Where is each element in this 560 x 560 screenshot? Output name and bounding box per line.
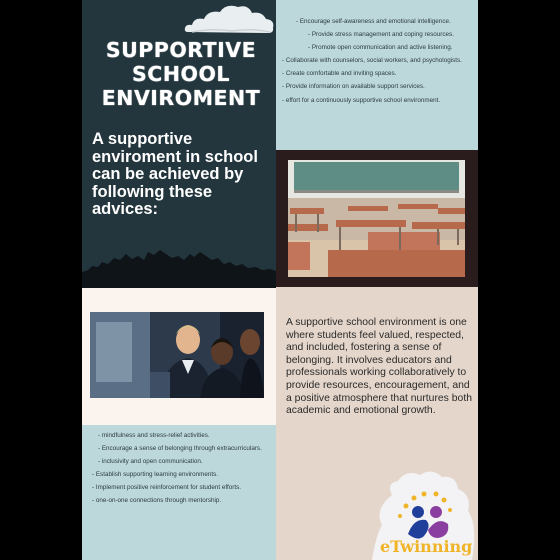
list-item: - Implement positive reinforcement for student efforts.: [92, 484, 241, 492]
list-item: - Provide stress management and coping resources.: [308, 31, 454, 39]
description-text: A supportive school environment is one where students feel valued, respected, and included, fostering a sense of belonging. It involves educators and professionals working collaboratively to provide resources, encouragement, and a positive atmosphere that nurtures both academic and emotional growth.: [286, 317, 472, 417]
tips-list-top: [282, 18, 471, 110]
subtitle: A supportive enviroment in school can be achieved by following these advices:: [92, 130, 258, 218]
page-title: [88, 38, 274, 110]
list-item: - Encourage self-awareness and emotional intelligence.: [296, 18, 451, 25]
tips-list-bottom: [92, 432, 262, 511]
list-item: - Establish supporting learning environments.: [92, 471, 219, 479]
classroom-image: [288, 160, 465, 277]
title-line-3: ENVIROMENT: [101, 86, 261, 110]
list-item: - Create comfortable and inviting spaces.: [282, 70, 397, 78]
list-item: - Encourage a sense of belonging through extracurriculars.: [98, 445, 262, 453]
logo-text: eTwinning: [380, 537, 473, 556]
title-line-2: SCHOOL: [132, 62, 230, 86]
list-item: - mindfulness and stress-relief activities.: [98, 432, 210, 439]
list-item: - Provide information on available support services.: [282, 83, 425, 91]
poster: [82, 0, 478, 560]
list-item: - one-on-one connections through mentorship.: [92, 497, 222, 505]
list-item: - effort for a continuously supportive school environment.: [282, 96, 441, 104]
students-photo: [90, 312, 264, 398]
list-item: - Promote open communication and active listening.: [308, 44, 453, 52]
skyline-silhouette: [82, 240, 276, 288]
list-item: - inclusivity and open communication.: [98, 458, 203, 466]
title-line-1: SUPPORTIVE: [105, 38, 257, 62]
list-item: - Collaborate with counselors, social workers, and psychologists.: [282, 57, 462, 65]
cloud-icon: [182, 2, 277, 36]
